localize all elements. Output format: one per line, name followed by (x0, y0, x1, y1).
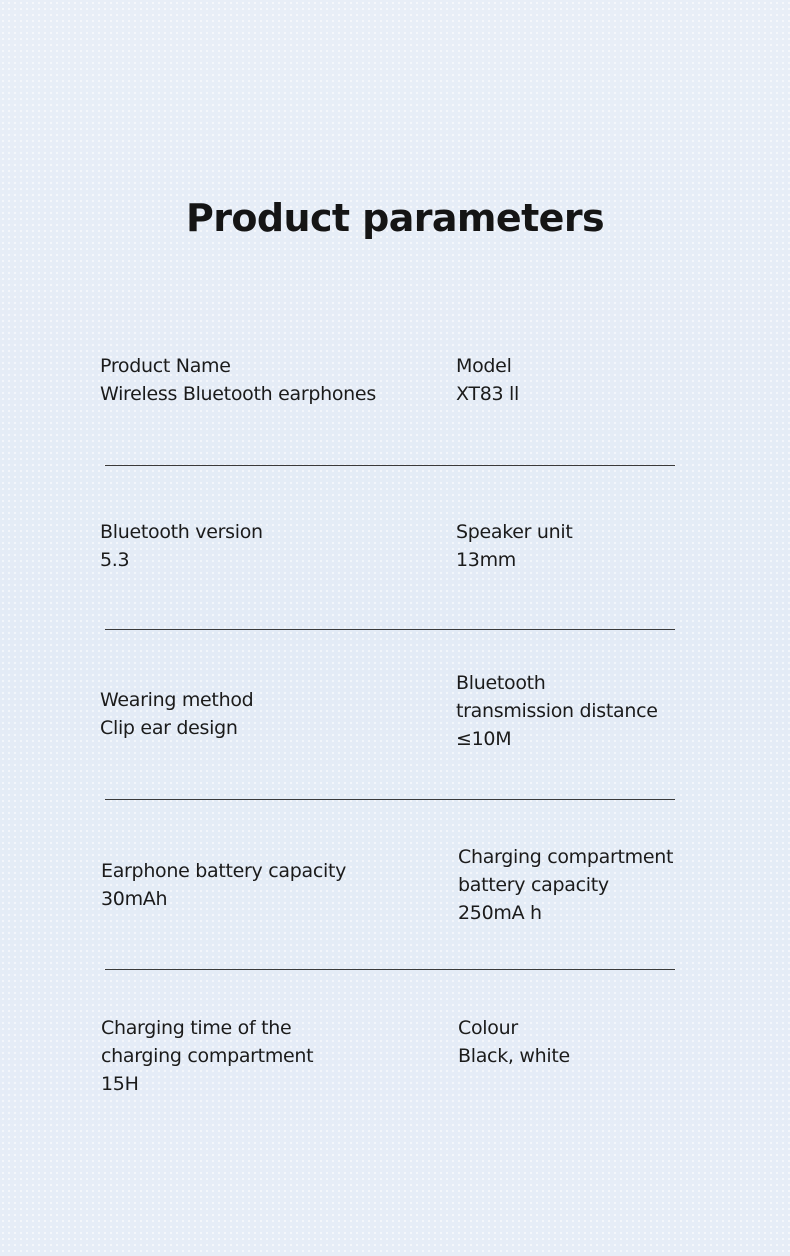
param-value: Clip ear design (100, 717, 238, 739)
param-transmission-distance (456, 669, 658, 753)
param-label: Model (456, 355, 512, 377)
param-value: Wireless Bluetooth earphones (100, 383, 376, 405)
param-label: charging compartment (101, 1045, 314, 1067)
row-divider (105, 629, 675, 630)
param-bluetooth-version (100, 518, 263, 574)
param-compartment-battery (458, 843, 673, 927)
param-value: 13mm (456, 549, 516, 571)
param-label: Bluetooth version (100, 521, 263, 543)
param-label: Charging time of the (101, 1017, 292, 1039)
param-label: Wearing method (100, 689, 254, 711)
param-colour (458, 1014, 570, 1070)
param-label: transmission distance (456, 700, 658, 722)
param-product-name (100, 352, 376, 408)
param-value: 250mA h (458, 902, 542, 924)
param-model (456, 352, 519, 408)
page-title: Product parameters (186, 196, 604, 240)
param-label: Charging compartment (458, 846, 674, 868)
param-value: Black, white (458, 1045, 570, 1067)
param-label: Product Name (100, 355, 231, 377)
param-value: XT83 ll (456, 383, 519, 405)
param-speaker-unit (456, 518, 573, 574)
row-divider (105, 799, 675, 800)
param-earphone-battery (101, 857, 346, 913)
row-divider (105, 969, 675, 970)
param-value: ≤10M (456, 728, 512, 750)
param-wearing-method (100, 686, 253, 742)
param-charging-time (101, 1014, 313, 1098)
param-label: Colour (458, 1017, 518, 1039)
param-value: 30mAh (101, 888, 168, 910)
row-divider (105, 465, 675, 466)
param-label: Earphone battery capacity (101, 860, 347, 882)
param-label: battery capacity (458, 874, 609, 896)
param-label: Speaker unit (456, 521, 573, 543)
param-value: 15H (101, 1073, 139, 1095)
param-label: Bluetooth (456, 672, 546, 694)
param-value: 5.3 (100, 549, 130, 571)
